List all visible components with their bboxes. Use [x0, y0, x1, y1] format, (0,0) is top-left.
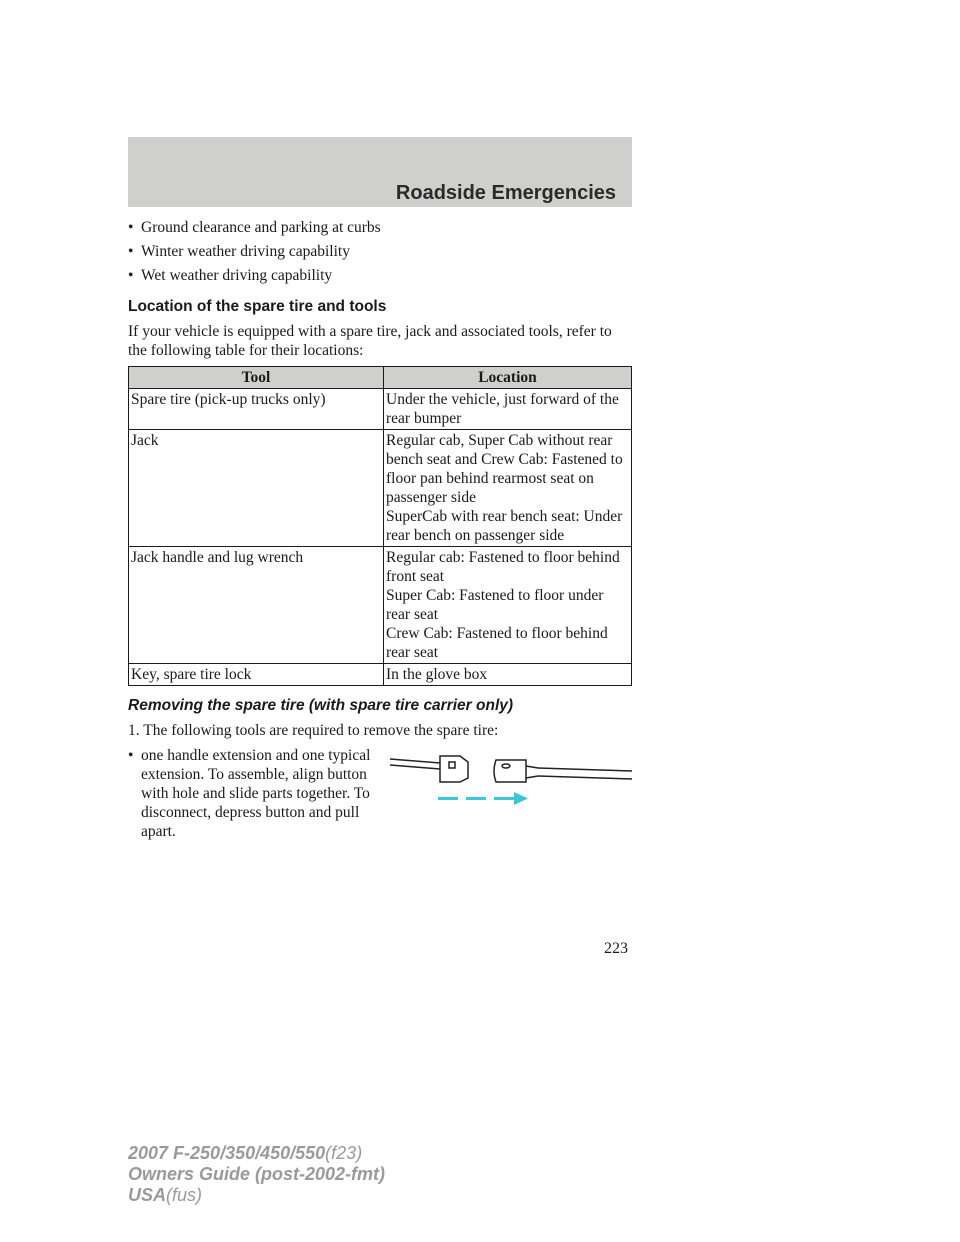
step-1-text: 1. The following tools are required to remove the spare tire:: [128, 722, 499, 739]
right-connector: [494, 760, 526, 782]
table-row: [129, 664, 632, 686]
location-cell: [384, 547, 632, 664]
page-content: [128, 218, 632, 841]
table-row: [129, 389, 632, 430]
location-line: SuperCab with rear bench seat: Under rear bench on passenger side: [386, 508, 623, 544]
table-row: [129, 547, 632, 664]
footer-line-model: 2007 F-250/350/450/550(f23): [128, 1143, 363, 1163]
removing-spare-heading: Removing the spare tire (with spare tire carrier only): [128, 697, 514, 714]
handle-extension-illustration: [388, 754, 634, 810]
location-line: Regular cab, Super Cab without rear bench seat and Crew Cab: Fastened to floor pan behind rearmost seat on passenger side: [386, 432, 623, 506]
bullet-icon: •: [128, 243, 134, 260]
list-item: [128, 746, 381, 841]
intro-bullet-list: [128, 218, 632, 285]
location-line: Super Cab: Fastened to floor under rear seat: [386, 587, 604, 623]
tool-cell: Jack: [129, 430, 384, 547]
direction-arrow-icon: [438, 792, 528, 805]
location-line: Under the vehicle, just forward of the rear bumper: [386, 391, 619, 427]
column-header-location: Location: [384, 367, 632, 389]
list-item: • Winter weather driving capability: [128, 243, 350, 260]
spare-location-heading: Location of the spare tire and tools: [128, 298, 387, 315]
location-cell: [384, 389, 632, 430]
location-line: Crew Cab: Fastened to floor behind rear seat: [386, 625, 608, 661]
document-footer: [128, 1143, 385, 1206]
list-item: • Ground clearance and parking at curbs: [128, 219, 381, 236]
section-header-band: [128, 137, 632, 207]
tool-cell: Key, spare tire lock: [129, 664, 384, 686]
footer-line-market: USA(fus): [128, 1185, 203, 1205]
location-cell: [384, 430, 632, 547]
section-title: Roadside Emergencies: [395, 182, 616, 204]
table-header-row: [129, 367, 632, 389]
right-shaft: [538, 768, 632, 771]
extension-instructions: one handle extension and one typical extension. To assemble, align button with hole and slide parts together. To disconnect, depress button and pull apart.: [141, 747, 371, 840]
left-shaft: [390, 759, 440, 763]
list-item: • Wet weather driving capability: [128, 267, 333, 284]
location-line: Regular cab: Fastened to floor behind front seat: [386, 549, 620, 585]
tool-cell: Spare tire (pick-up trucks only): [129, 389, 384, 430]
tool-cell: Jack handle and lug wrench: [129, 547, 384, 664]
location-line: In the glove box: [386, 666, 488, 683]
bullet-icon: •: [128, 747, 134, 764]
table-row: [129, 430, 632, 547]
location-cell: [384, 664, 632, 686]
page-number: 223: [604, 940, 628, 957]
spare-location-intro: If your vehicle is equipped with a spare tire, jack and associated tools, refer to the following table for their locations:: [128, 323, 612, 359]
bullet-icon: •: [128, 219, 134, 236]
hole-icon: [449, 762, 455, 768]
footer-line-guide: Owners Guide (post-2002-fmt): [128, 1164, 386, 1184]
column-header-tool: Tool: [129, 367, 384, 389]
bullet-icon: •: [128, 267, 134, 284]
left-socket: [440, 756, 468, 782]
tools-location-table: [128, 366, 632, 686]
